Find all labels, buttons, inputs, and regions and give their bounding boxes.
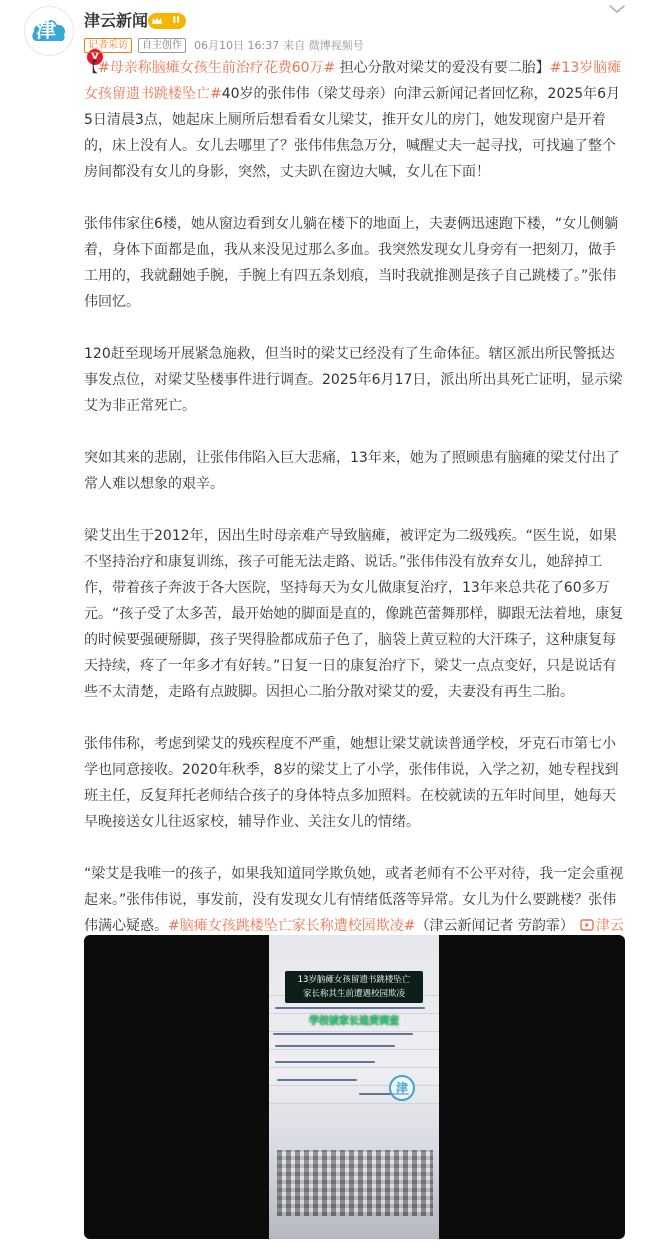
handwriting-stroke xyxy=(275,1007,425,1009)
paper-line xyxy=(269,1013,439,1014)
topic-link[interactable]: #脑瘫女孩跳楼坠亡家长称遭校园欺凌# xyxy=(168,918,416,934)
tag-reporter-interview[interactable]: 记者采访 xyxy=(84,38,132,53)
watermark-logo: 津 xyxy=(389,1075,415,1101)
text-segment: “梁艾是我唯一的孩子，如果我知道同学欺负她，或者老师有不公平对待，我一定会重视起来。”张伟伟说，事发前，没有发现女儿有情绪低落等异常。女儿为什么要跳楼？张伟伟满心疑惑。 xyxy=(84,866,624,934)
topic-link[interactable]: #母亲称脑瘫女孩生前治疗花费60万# xyxy=(98,60,336,76)
handwriting-stroke xyxy=(273,1033,413,1035)
paragraph-6: 张伟伟称，考虑到梁艾的残疾程度不严重，她想让梁艾就读普通学校，牙克石市第七小学也同意接收。2020年秋季，8岁的梁艾上了小学，张伟伟说，入学之初，她专程找到班主任，反复拜托老师结合孩子的身体特点多加照料。在校就读的五年时间里，她每天早晚接送女儿往返家校，辅导作业、关注女儿的情绪。 xyxy=(84,736,619,830)
tag-original[interactable]: 自主创作 xyxy=(138,38,186,53)
level-badge[interactable] xyxy=(148,13,186,29)
timestamp[interactable]: 06月10日 16:37 xyxy=(194,39,280,52)
paragraph-1 xyxy=(84,55,626,185)
video-player[interactable] xyxy=(84,935,625,1239)
video-green-caption: 学校被家长追责调查 xyxy=(309,1016,399,1027)
more-icon[interactable] xyxy=(607,2,627,16)
video-frame xyxy=(269,935,439,1239)
handwriting-stroke xyxy=(277,1079,357,1081)
text-segment: 【 xyxy=(84,60,98,76)
paragraph-5: 梁艾出生于2012年，因出生时母亲难产导致脑瘫，被评定为二级残疾。“医生说，如果不坚持治疗和康复训练，孩子可能无法走路、说话。”张伟伟没有放弃女儿，她辞掉工作，带着孩子奔波于各大医院，坚持每天为女儿做康复治疗，13年来总共花了60多万元。“孩子受了太多苦，最开始她的脚面是直的，像跳芭蕾舞那样，脚跟无法着地，康复的时候要强硬掰脚，孩子哭得脸都成茄子色了，脑袋上黄豆粒的大汗珠子，这种康复每天持续，疼了一年多才有好转。”日复一日的康复治疗下，梁艾一点点变好，只是说话有些不太清楚，走路有点跛脚。因担心二胎分散对梁艾的爱，夫妻没有再生二胎。 xyxy=(84,528,624,700)
video-caption xyxy=(285,971,423,1003)
verified-badge: V xyxy=(85,47,105,67)
post-content xyxy=(84,55,626,991)
paper-line xyxy=(269,1031,439,1032)
topic-link[interactable]: #13岁脑瘫女孩留遗书跳楼坠亡# xyxy=(84,60,622,102)
handwriting-stroke xyxy=(275,1045,395,1047)
video-caption-line-2: 家长称其生前遭遇校园欺凌 xyxy=(302,989,405,999)
paragraph-2: 张伟伟家住6楼，她从窗边看到女儿躺在楼下的地面上，夫妻俩迅速跑下楼，“女儿侧躺着，身体下面都是血，我从来没见过那么多血。我突然发现女儿身旁有一把刻刀，做手工用的，我就翻她手腕，手腕上有四五条划痕，当时我就推测是孩子自己跳楼了。”张伟伟回忆。 xyxy=(84,216,619,310)
crown-icon xyxy=(151,15,163,27)
text-segment: 40岁的张伟伟（梁艾母亲）向津云新闻记者回忆称，2025年6月5日清晨3点，她起床上厕所后想看看女儿梁艾，推开女儿的房门，她发现窗户是开着的，床上没有人。女儿去哪里了？张伟伟焦急万分，喊醒丈夫一起寻找，可找遍了整个房间都没有女儿的身影，突然，丈夫趴在窗边大喊，女儿在下面！ xyxy=(84,86,621,180)
paper-line xyxy=(269,1103,439,1104)
video-link[interactable]: 津云 xyxy=(595,918,624,934)
blurred-region xyxy=(277,1150,433,1216)
paper-line xyxy=(269,1049,439,1050)
text-segment: 担心分散对梁艾的爱没有要二胎】 xyxy=(335,60,550,76)
source: 来自 微博视频号 xyxy=(283,39,364,52)
paragraph-4: 突如其来的悲剧，让张伟伟陷入巨大悲痛，13年来，她为了照顾患有脑瘫的梁艾付出了常人难以想象的艰辛。 xyxy=(84,450,620,492)
video-caption-line-1: 13岁脑瘫女孩留遗书跳楼坠亡 xyxy=(297,975,411,985)
avatar-glyph: 津 xyxy=(36,18,56,42)
paragraph-3: 120赶至现场开展紧急施救，但当时的梁艾已经没有了生命体征。辖区派出所民警抵达事发点位，对梁艾坠楼事件进行调查。2025年6月17日，派出所出具死亡证明，显示梁艾为非正常死亡。 xyxy=(84,346,623,414)
text-segment: （津云新闻记者 劳韵霏） xyxy=(415,918,574,934)
username[interactable]: 津云新闻 xyxy=(84,11,149,30)
handwriting-stroke xyxy=(275,1061,375,1063)
video-link-icon xyxy=(580,919,594,931)
meta-row xyxy=(84,37,364,53)
level-text: II xyxy=(172,15,180,26)
paper-line xyxy=(269,1067,439,1068)
avatar[interactable] xyxy=(24,6,99,62)
